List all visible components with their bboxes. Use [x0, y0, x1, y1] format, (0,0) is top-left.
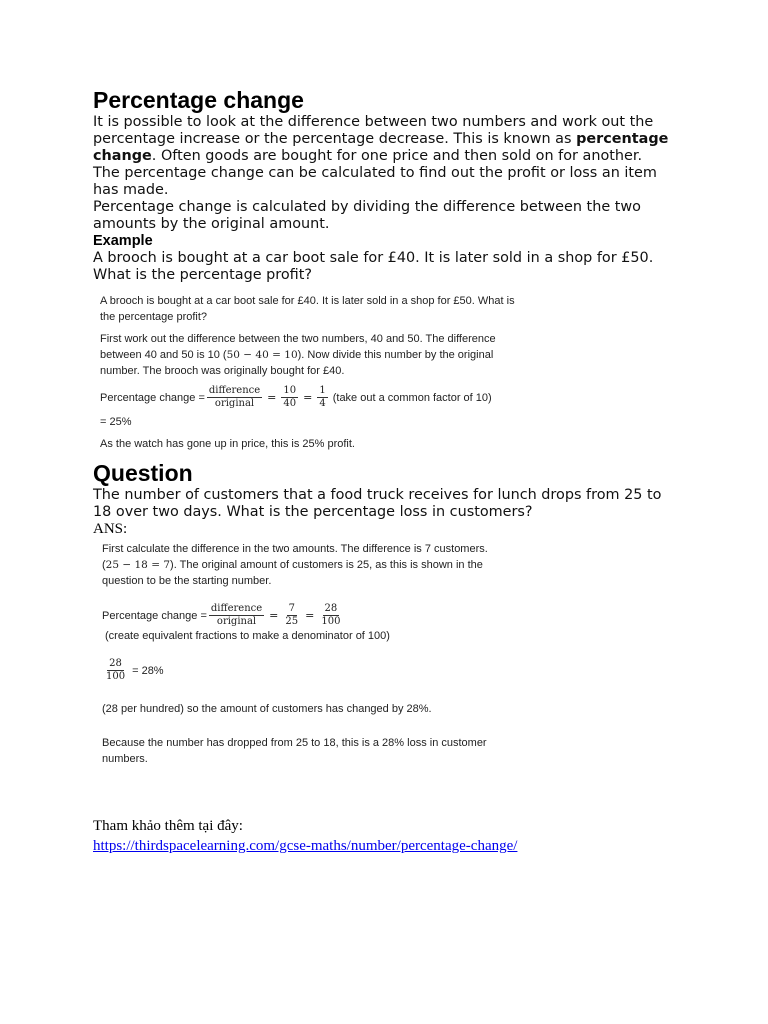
- intro-bold-term: percentage change: [93, 131, 669, 164]
- fraction-difference-over-original: $\frac{\text{difference}}{\text{original}}$: [210, 603, 263, 627]
- fraction-28-over-100-result: $\frac{28}{100}$: [106, 658, 126, 682]
- reference-text: Tham khảo thêm tại đây:: [93, 818, 243, 834]
- document-body: [93, 86, 673, 855]
- question-worked-solution-image: [93, 538, 545, 812]
- question-text: The number of customers that a food truck receives for lunch drops from 25 to 18 over two days. What is the percentage loss in customers?: [93, 487, 662, 520]
- question-image-line4: Because the number has dropped from 25 to 18, this is a 28% loss in customer numbers.: [102, 737, 487, 765]
- intro-text-2: . Often goods are bought for one price and then sold on for another. The percentage change can be calculated to find out the profit or loss an item has made.: [93, 148, 657, 198]
- example-image-formula: Percentage change = $\frac{\text{difference}}{\text{original}}$ = $\frac{10}{40}$ = $\frac{1}{4}$ (take out a common factor of 10): [100, 385, 492, 409]
- example-text: A brooch is bought at a car boot sale for £40. It is later sold in a shop for £50. What is the percentage profit?: [93, 250, 654, 283]
- fraction-1-over-4: $\frac{1}{4}$: [319, 385, 326, 409]
- reference-link[interactable]: https://thirdspacelearning.com/gcse-maths/number/percentage-change/: [93, 838, 518, 854]
- definition-paragraph: Percentage change is calculated by dividing the difference between the two amounts by the original amount.: [93, 199, 641, 232]
- intro-paragraph: [93, 114, 671, 199]
- example-image-conclusion: As the watch has gone up in price, this is 25% profit.: [100, 438, 355, 450]
- example-label: Example: [93, 233, 153, 249]
- question-image-line3: (28 per hundred) so the amount of customers has changed by 28%.: [102, 703, 432, 715]
- example-image-result: = 25%: [100, 416, 132, 428]
- intro-text-1: It is possible to look at the difference between two numbers and work out the percentage increase or the percentage decrease. This is known as: [93, 114, 654, 147]
- example-image-line2: First work out the difference between the two numbers, 40 and 50. The difference between 40 and 50 is 10 (50 − 40 = 10). Now divide this number by the original number. The brooch was originally bought for £40.: [100, 333, 496, 377]
- answer-label: ANS:: [93, 521, 128, 537]
- fraction-10-over-40: $\frac{10}{40}$: [283, 385, 297, 409]
- example-worked-solution-image: [93, 287, 533, 457]
- page-title: Percentage change: [93, 87, 304, 113]
- question-image-result: $\frac{28}{100}$ = 28%: [106, 658, 164, 682]
- question-image-line1: First calculate the difference in the two amounts. The difference is 7 customers. (25 − 18 = 7). The original amount of customers is 25, as this is shown in the question to be the starting number.: [102, 543, 488, 587]
- example-image-line1: A brooch is bought at a car boot sale for £40. It is later sold in a shop for £50. What is the percentage profit?: [100, 295, 515, 323]
- question-heading: Question: [93, 460, 193, 486]
- fraction-7-over-25: $\frac{7}{25}$: [285, 603, 299, 627]
- question-image-formula: Percentage change = $\frac{\text{difference}}{\text{original}}$ = $\frac{7}{25}$ = $\frac{28}{100}$ (create equivalent fractions to make a denominator of 100): [102, 603, 390, 642]
- fraction-difference-over-original: $\frac{\text{difference}}{\text{original}}$: [208, 385, 261, 409]
- fraction-28-over-100: $\frac{28}{100}$: [321, 603, 341, 627]
